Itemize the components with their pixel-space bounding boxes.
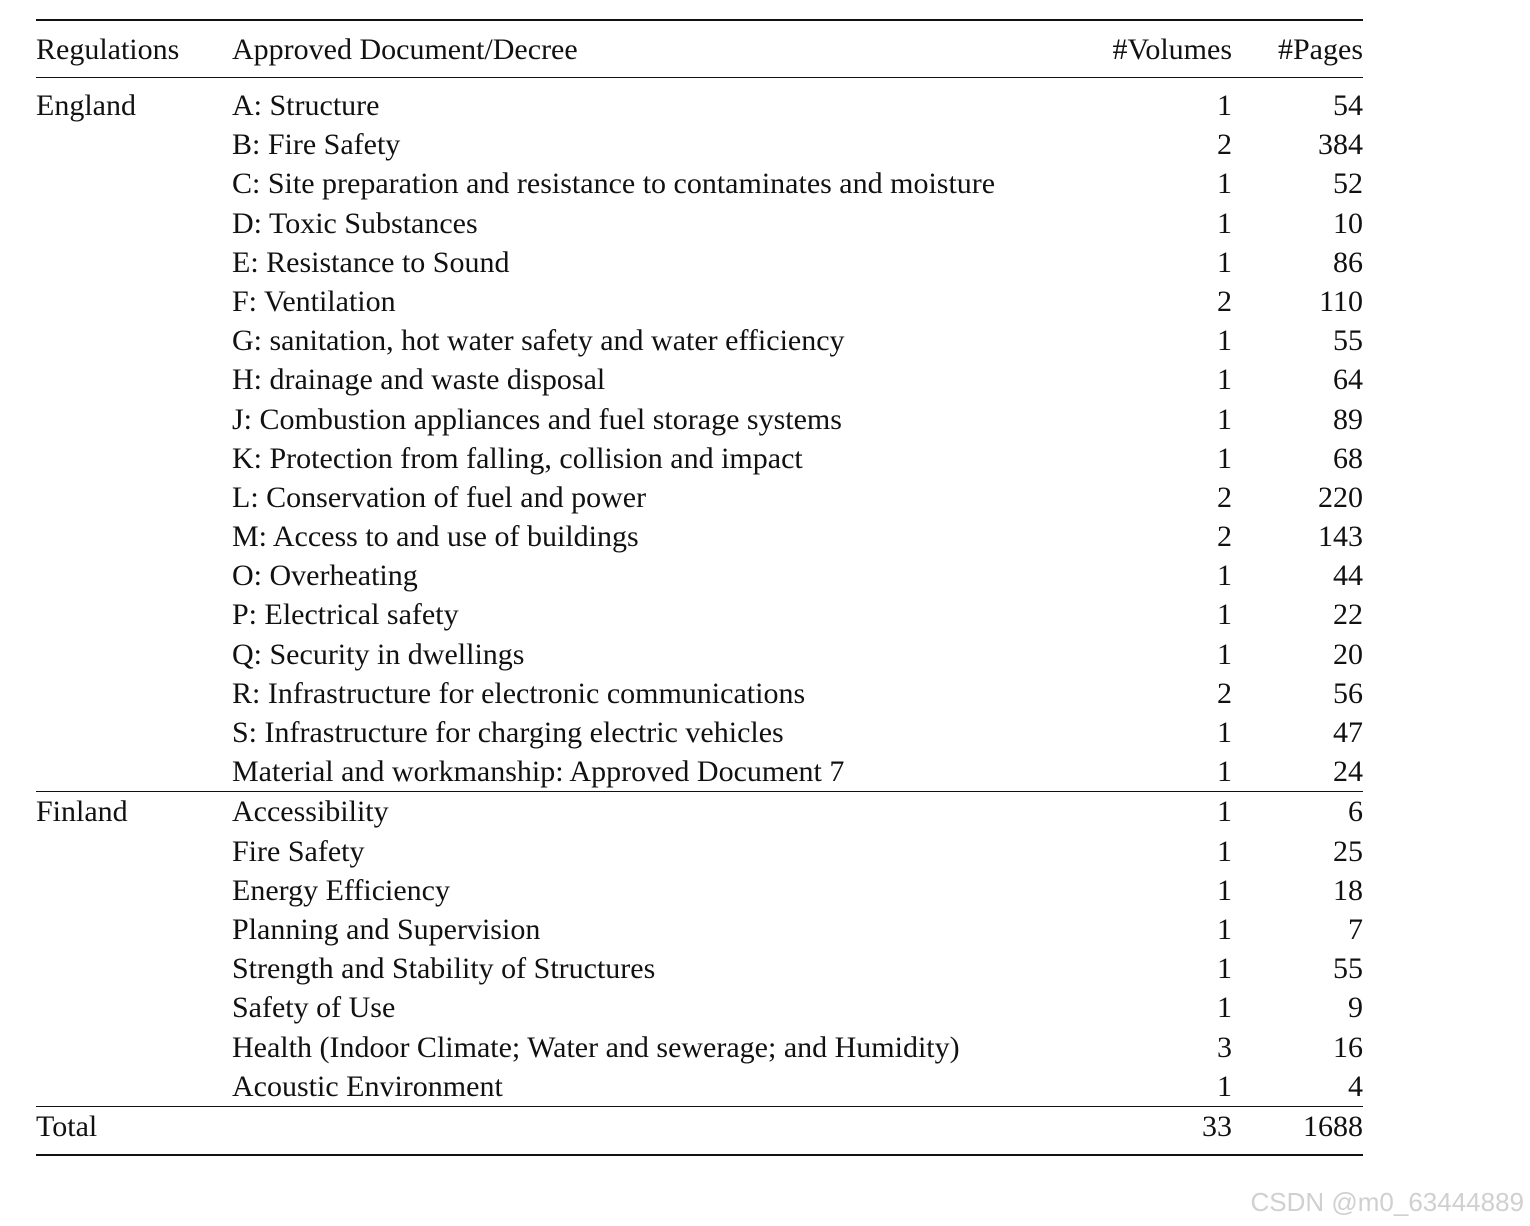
pages-cell: 68 — [1333, 441, 1363, 475]
document-cell: F: Ventilation — [232, 284, 396, 318]
pages-cell: 56 — [1333, 676, 1363, 710]
document-cell: D: Toxic Substances — [232, 206, 478, 240]
region-cell: England — [36, 89, 136, 122]
table-row — [36, 1028, 1363, 1067]
table-row — [36, 949, 1363, 988]
document-cell: B: Fire Safety — [232, 128, 401, 162]
volumes-cell: 2 — [1217, 676, 1232, 710]
volumes-cell: 1 — [1217, 873, 1232, 907]
pages-cell: 7 — [1348, 912, 1363, 946]
pages-cell: 4 — [1348, 1069, 1363, 1103]
table-row — [36, 713, 1363, 752]
pages-cell: 25 — [1333, 834, 1363, 868]
document-cell: Accessibility — [232, 795, 389, 829]
volumes-cell: 1 — [1217, 167, 1232, 201]
volumes-cell: 1 — [1217, 991, 1232, 1025]
header-pages: #Pages — [1278, 33, 1363, 66]
table-body — [36, 78, 1363, 1106]
document-cell: S: Infrastructure for charging electric vehicles — [232, 716, 784, 749]
table-row — [36, 752, 1363, 791]
document-cell: O: Overheating — [232, 559, 418, 593]
regulations-table — [36, 19, 1363, 1156]
volumes-cell: 3 — [1217, 1030, 1232, 1064]
document-cell: K: Protection from falling, collision and impact — [232, 441, 803, 475]
volumes-cell: 1 — [1217, 441, 1232, 475]
volumes-cell: 1 — [1217, 402, 1232, 436]
header-regulations: Regulations — [36, 33, 180, 66]
table-row — [36, 910, 1363, 949]
document-cell: Strength and Stability of Structures — [232, 952, 656, 986]
pages-cell: 64 — [1333, 363, 1363, 397]
table-row — [36, 478, 1363, 517]
table-row — [36, 595, 1363, 634]
pages-cell: 143 — [1318, 520, 1363, 554]
document-cell: C: Site preparation and resistance to contaminates and moisture — [232, 167, 996, 201]
table-row — [36, 282, 1363, 321]
pages-cell: 9 — [1348, 991, 1363, 1025]
table-row — [36, 832, 1363, 871]
volumes-cell: 1 — [1217, 637, 1232, 671]
volumes-cell: 1 — [1217, 363, 1232, 397]
document-cell: Safety of Use — [232, 991, 396, 1025]
volumes-cell: 1 — [1217, 716, 1232, 749]
table-row — [36, 243, 1363, 282]
table-row — [36, 439, 1363, 478]
volumes-cell: 1 — [1217, 206, 1232, 240]
pages-cell: 22 — [1333, 598, 1363, 632]
document-cell: H: drainage and waste disposal — [232, 363, 606, 397]
document-cell: P: Electrical safety — [232, 598, 459, 632]
pages-cell: 20 — [1333, 637, 1363, 671]
pages-cell: 18 — [1333, 873, 1363, 907]
pages-cell: 220 — [1318, 480, 1363, 514]
pages-cell: 89 — [1333, 402, 1363, 436]
volumes-cell: 1 — [1217, 1069, 1232, 1103]
total-volumes: 33 — [1202, 1109, 1232, 1143]
document-cell: Q: Security in dwellings — [232, 637, 525, 671]
volumes-cell: 2 — [1217, 520, 1232, 554]
pages-cell: 16 — [1333, 1030, 1363, 1064]
document-cell: Fire Safety — [232, 834, 365, 868]
volumes-cell: 2 — [1217, 480, 1232, 514]
table-row — [36, 321, 1363, 360]
table-row — [36, 400, 1363, 439]
pages-cell: 54 — [1333, 89, 1363, 122]
table-row — [36, 1067, 1363, 1106]
table-row — [36, 86, 1363, 125]
volumes-cell: 1 — [1217, 795, 1232, 829]
volumes-cell: 2 — [1217, 284, 1232, 318]
table-row — [36, 517, 1363, 556]
volumes-cell: 1 — [1217, 755, 1232, 789]
document-cell: Material and workmanship: Approved Document 7 — [232, 755, 845, 789]
pages-cell: 47 — [1333, 716, 1363, 749]
document-cell: Energy Efficiency — [232, 873, 450, 907]
volumes-cell: 1 — [1217, 598, 1232, 632]
volumes-cell: 1 — [1217, 324, 1232, 358]
pages-cell: 110 — [1319, 284, 1363, 318]
volumes-cell: 2 — [1217, 128, 1232, 162]
table-row — [36, 988, 1363, 1027]
pages-cell: 24 — [1333, 755, 1363, 789]
document-cell: G: sanitation, hot water safety and water efficiency — [232, 324, 845, 358]
total-pages: 1688 — [1303, 1109, 1363, 1143]
volumes-cell: 1 — [1217, 834, 1232, 868]
total-label: Total — [36, 1109, 98, 1143]
header-document: Approved Document/Decree — [232, 33, 578, 66]
pages-cell: 52 — [1333, 167, 1363, 201]
header-volumes: #Volumes — [1112, 33, 1232, 66]
volumes-cell: 1 — [1217, 245, 1232, 279]
volumes-cell: 1 — [1217, 912, 1232, 946]
table-row — [36, 871, 1363, 910]
table-row — [36, 635, 1363, 674]
table-row — [36, 360, 1363, 399]
table-row — [36, 125, 1363, 164]
document-cell: L: Conservation of fuel and power — [232, 480, 647, 514]
document-cell: E: Resistance to Sound — [232, 245, 510, 279]
pages-cell: 10 — [1333, 206, 1363, 240]
bottom-rule — [36, 1154, 1363, 1156]
table-row — [36, 792, 1363, 831]
document-cell: Acoustic Environment — [232, 1069, 503, 1103]
pages-cell: 384 — [1318, 128, 1363, 162]
region-cell: Finland — [36, 795, 128, 829]
table-row — [36, 164, 1363, 203]
document-cell: R: Infrastructure for electronic communications — [232, 676, 806, 710]
volumes-cell: 1 — [1217, 559, 1232, 593]
table-row — [36, 204, 1363, 243]
document-cell: M: Access to and use of buildings — [232, 520, 639, 554]
volumes-cell: 1 — [1217, 952, 1232, 986]
pages-cell: 55 — [1333, 952, 1363, 986]
pages-cell: 55 — [1333, 324, 1363, 358]
document-cell: Planning and Supervision — [232, 912, 541, 946]
document-cell: J: Combustion appliances and fuel storage systems — [232, 402, 842, 436]
table-row — [36, 556, 1363, 595]
document-cell: Health (Indoor Climate; Water and sewerage; and Humidity) — [232, 1030, 960, 1064]
table-row — [36, 674, 1363, 713]
watermark: CSDN @m0_63444889 — [1250, 1187, 1524, 1217]
document-cell: A: Structure — [232, 89, 380, 122]
header-row — [36, 21, 1363, 77]
volumes-cell: 1 — [1217, 89, 1232, 122]
pages-cell: 6 — [1348, 795, 1363, 829]
total-row — [36, 1107, 1363, 1146]
pages-cell: 86 — [1333, 245, 1363, 279]
pages-cell: 44 — [1333, 559, 1363, 593]
